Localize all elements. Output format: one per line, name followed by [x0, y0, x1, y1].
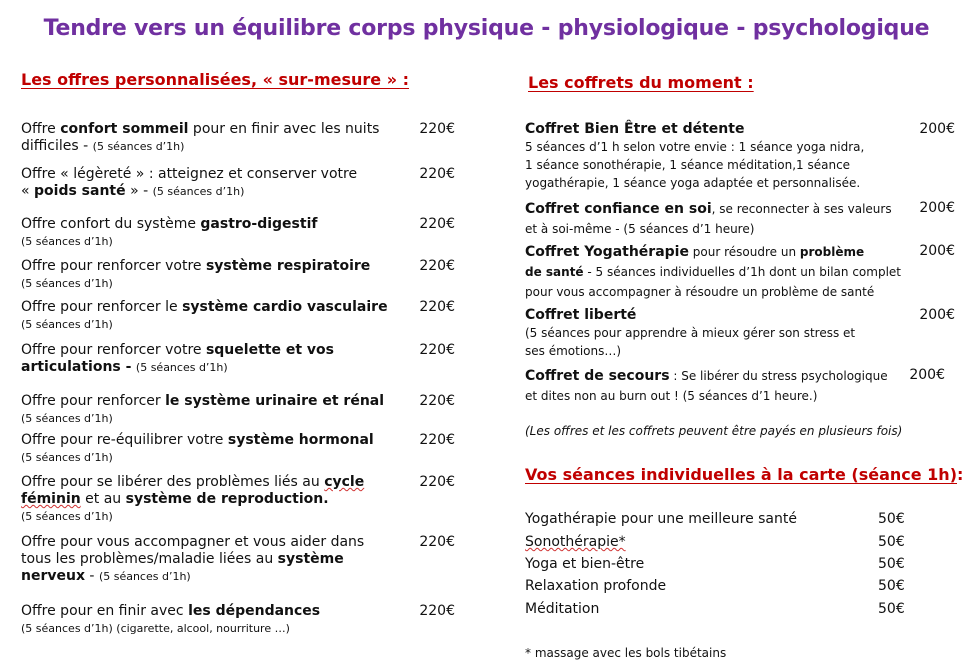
seance-price: 50€ [878, 601, 905, 617]
offer-item: Offre pour re-équilibrer votre système hormonal (5 séances d’1h) 220€ [21, 432, 455, 464]
seance-item [525, 578, 925, 600]
offer-item: Offre pour renforcer votre squelette et vos articulations - (5 séances d’1h) 220€ [21, 342, 455, 375]
offer-price: 220€ [419, 432, 455, 448]
coffret-price: 200€ [919, 121, 955, 137]
seance-price: 50€ [878, 534, 905, 550]
coffret-price: 200€ [919, 243, 955, 259]
offer-bold: confort sommeil [60, 121, 189, 137]
seance-item [525, 511, 925, 533]
offer-price: 220€ [419, 393, 455, 409]
offer-item: Offre pour renforcer votre système respiratoire (5 séances d’1h) 220€ [21, 258, 455, 290]
offer-item: Offre pour renforcer le système urinaire et rénal (5 séances d’1h) 220€ [21, 393, 455, 425]
offer-price: 220€ [419, 299, 455, 315]
seance-item [525, 601, 925, 623]
offer-item: Offre pour renforcer le système cardio vasculaire (5 séances d’1h) 220€ [21, 299, 455, 331]
coffret-item: Coffret Bien Être et détente 5 séances d’1 h selon votre envie : 1 séance yoga nidra, 1 séance sonothérapie, 1 séance méditation,1 séance yogathérapie, 1 séance yoga adaptée et personnalisée. 200€ [525, 121, 955, 190]
seance-label: Méditation [525, 601, 600, 617]
boxes-heading: Les coffrets du moment : [528, 73, 754, 92]
seance-item [525, 534, 925, 556]
offer-item: Offre pour se libérer des problèmes liés au cycle féminin et au système de reproduction. (5 séances d’1h) 220€ [21, 474, 455, 523]
seance-label: Relaxation profonde [525, 578, 667, 594]
offer-item: Offre « légèreté » : atteignez et conserver votre « poids santé » - (5 séances d’1h) 220€ [21, 166, 455, 199]
offer-item: Offre confort du système gastro-digestif (5 séances d’1h) 220€ [21, 216, 455, 248]
offer-text: Offre [21, 121, 61, 137]
offers-heading: Les offres personnalisées, « sur-mesure » : [21, 70, 409, 89]
coffret-item: Coffret de secours : Se libérer du stress psychologique et dites non au burn out ! (5 séances d’1 heure.) 200€ [525, 367, 945, 403]
offer-price: 220€ [419, 534, 455, 550]
coffret-price: 200€ [909, 367, 945, 383]
coffret-name: Coffret Bien Être et détente [525, 121, 745, 137]
offer-price: 220€ [419, 474, 455, 490]
seances-heading: Vos séances individuelles à la carte (séance 1h): [525, 465, 964, 484]
offer-price: 220€ [419, 121, 455, 137]
seance-label: Sonothérapie* [525, 534, 626, 550]
offer-price: 220€ [419, 258, 455, 274]
offer-item: Offre pour vous accompagner et vous aider dans tous les problèmes/maladie liées au système nerveux - (5 séances d’1h) 220€ [21, 534, 455, 584]
seance-item [525, 556, 925, 578]
coffret-item: Coffret confiance en soi, se reconnecter à ses valeurs et à soi-même - (5 séances d’1 heure) 200€ [525, 200, 955, 236]
offer-item: Offre pour en finir avec les dépendances (5 séances d’1h) (cigarette, alcool, nourriture …) 220€ [21, 603, 455, 635]
payment-note: (Les offres et les coffrets peuvent être payés en plusieurs fois) [525, 424, 903, 438]
seance-label: Yogathérapie pour une meilleure santé [525, 511, 797, 527]
seance-price: 50€ [878, 578, 905, 594]
offer-item: Offre confort sommeil pour en finir avec les nuits difficiles - (5 séances d’1h) 220€ [21, 121, 455, 154]
page-title: Tendre vers un équilibre corps physique - physiologique - psychologique [43, 16, 930, 41]
coffret-item: Coffret liberté (5 séances pour apprendre à mieux gérer son stress et ses émotions…) 200€ [525, 307, 955, 358]
seance-price: 50€ [878, 511, 905, 527]
offer-price: 220€ [419, 216, 455, 232]
offer-price: 220€ [419, 166, 455, 182]
coffret-price: 200€ [919, 200, 955, 216]
coffret-item: Coffret Yogathérapie pour résoudre un problème de santé - 5 séances individuelles d’1h dont un bilan complet pour vous accompagner à résoudre un problème de santé 200€ [525, 243, 955, 299]
offer-price: 220€ [419, 603, 455, 619]
offer-price: 220€ [419, 342, 455, 358]
seance-price: 50€ [878, 556, 905, 572]
footnote: * massage avec les bols tibétains [525, 646, 727, 660]
seance-label: Yoga et bien-être [525, 556, 645, 572]
coffret-price: 200€ [919, 307, 955, 323]
